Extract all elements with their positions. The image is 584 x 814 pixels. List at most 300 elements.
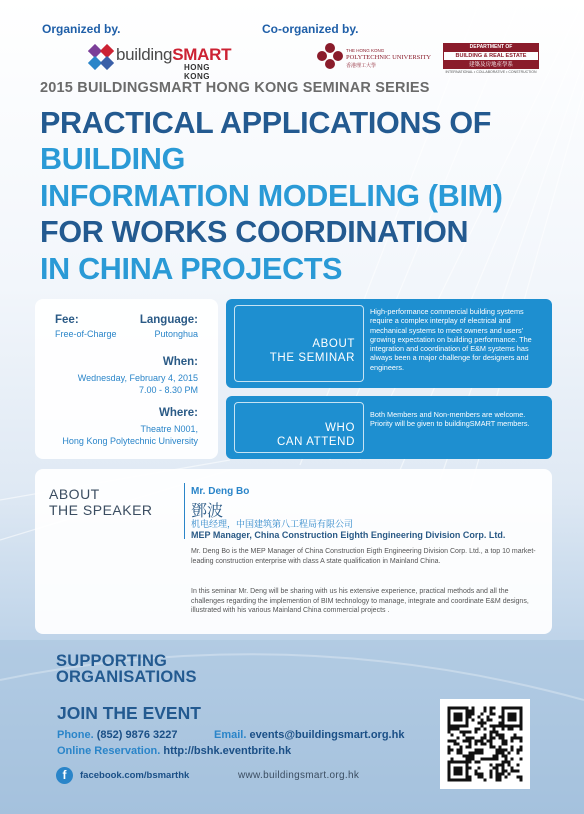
qr-module [487,758,490,761]
qr-module [514,707,517,710]
qr-module [490,737,493,740]
qr-module [466,740,469,743]
qr-module [460,731,463,734]
qr-module [484,743,487,746]
where-place: Hong Kong Polytechnic University [62,436,198,446]
qr-module [499,734,502,737]
qr-module [475,740,478,743]
qr-module [502,749,505,752]
qr-module [478,773,481,776]
qr-module [511,740,514,743]
qr-module [493,755,496,758]
qr-module [490,746,493,749]
qr-module [466,713,469,716]
qr-module [448,779,451,782]
qr-module [520,719,523,722]
qr-module [502,764,505,767]
speaker-role-en: MEP Manager, China Construction Eighth Engineering Division Corp. Ltd. [191,530,506,540]
qr-module [466,716,469,719]
qr-module [496,731,499,734]
qr-module [472,707,475,710]
speaker-seminar-summary: In this seminar Mr. Deng will be sharing with us his extensive experience, practical methods and all the challenges regarding the implemention of BIM technology to manage, integrate and coordinate E&M designs, illustrated with his various Mainland China commercial projects . [191,588,529,614]
qr-module [511,716,514,719]
qr-module [493,713,496,716]
when-label: When: [162,356,198,368]
who-can-attend-head-1: WHO [325,422,355,434]
qr-module [448,716,451,719]
qr-module [490,713,493,716]
qr-module [481,740,484,743]
qr-module [499,752,502,755]
qr-module [499,725,502,728]
qr-module [478,749,481,752]
qr-module [451,728,454,731]
polyu-emblem-icon [316,42,344,70]
qr-module [463,731,466,734]
qr-module [511,770,514,773]
qr-module [448,725,451,728]
bsmart-sub: HONG KONG [184,63,210,81]
qr-module [511,707,514,710]
qr-module [481,725,484,728]
qr-module [460,749,463,752]
qr-module [496,764,499,767]
qr-module [454,761,457,764]
qr-module [475,728,478,731]
qr-module [481,758,484,761]
polyu-line2: POLYTECHNIC UNIVERSITY [346,54,432,61]
polyu-line1: THE HONG KONG [346,48,385,53]
qr-module [520,722,523,725]
qr-module [496,770,499,773]
qr-module [469,752,472,755]
qr-module [493,731,496,734]
qr-module [484,734,487,737]
bsmart-name-a: building [116,45,173,64]
qr-module [481,743,484,746]
qr-module [517,776,520,779]
qr-module [460,719,463,722]
qr-module [493,707,496,710]
qr-module [463,707,466,710]
qr-module [490,776,493,779]
qr-module [517,764,520,767]
qr-module [490,758,493,761]
qr-module [481,722,484,725]
qr-module [466,731,469,734]
qr-code-icon[interactable] [440,699,530,789]
qr-module [508,725,511,728]
phone-label: Phone. [57,729,94,741]
qr-module [520,740,523,743]
qr-module [478,767,481,770]
qr-module [469,713,472,716]
qr-module [520,746,523,749]
qr-module [514,719,517,722]
qr-module [487,719,490,722]
qr-module [454,728,457,731]
qr-module [520,716,523,719]
qr-module [490,734,493,737]
qr-module [448,719,451,722]
qr-module [481,719,484,722]
about-seminar-frame [234,305,364,382]
qr-module [517,770,520,773]
qr-module [493,758,496,761]
online-reservation-link[interactable]: http://bshk.eventbrite.hk [163,745,292,757]
qr-module [469,731,472,734]
qr-module [469,779,472,782]
qr-module [514,734,517,737]
qr-module [520,728,523,731]
qr-module [502,719,505,722]
qr-module [451,725,454,728]
qr-module [478,728,481,731]
qr-module [505,776,508,779]
qr-module [448,746,451,749]
qr-module [454,719,457,722]
about-seminar-text: High-performance commercial building systems require a complex interplay of electrical and mechanical systems to meet owners and users' growing expectation on building performance. The integration and coordination of E&M systems has always been a major challenge for designers and engineers. [370,307,532,372]
qr-module [472,752,475,755]
dept-mid: BUILDING & REAL ESTATE [443,51,539,61]
qr-module [505,755,508,758]
qr-module [502,755,505,758]
qr-module [457,779,460,782]
qr-module [448,722,451,725]
qr-module [487,740,490,743]
qr-module [502,737,505,740]
qr-module [457,761,460,764]
about-speaker-head-2: THE SPEAKER [49,502,153,518]
dept-top: DEPARTMENT OF [443,43,539,51]
qr-module [460,746,463,749]
qr-module [481,773,484,776]
qr-module [451,707,454,710]
qr-module [460,716,463,719]
qr-module [448,752,451,755]
qr-module [505,740,508,743]
qr-module [457,728,460,731]
qr-module [457,707,460,710]
speaker-name-en: Mr. Deng Bo [191,486,250,497]
qr-module [484,728,487,731]
when-date: Wednesday, February 4, 2015 [77,373,198,383]
qr-module [496,755,499,758]
qr-module [484,710,487,713]
qr-module [508,713,511,716]
qr-module [520,737,523,740]
speaker-role-cn: 机电经理，中国建筑第八工程局有限公司 [191,519,354,529]
qr-module [448,770,451,773]
qr-module [457,752,460,755]
qr-module [457,716,460,719]
qr-module [493,767,496,770]
qr-module [484,722,487,725]
where-room: Theatre N001, [140,424,198,434]
qr-module [466,722,469,725]
title-line-1: PRACTICAL APPLICATIONS OF [40,106,492,140]
qr-module [460,725,463,728]
qr-module [502,713,505,716]
facebook-icon[interactable]: f [56,767,73,784]
qr-module [505,725,508,728]
bsmart-name-b: SMART [172,45,232,64]
qr-module [475,770,478,773]
dept-cn: 建築及房地產學系 [443,61,539,69]
qr-module [466,746,469,749]
qr-module [502,728,505,731]
when-time: 7.00 - 8.30 PM [138,385,198,395]
qr-module [448,707,451,710]
phone-number[interactable]: (852) 9876 3227 [96,729,178,741]
qr-module [472,719,475,722]
qr-module [454,716,457,719]
qr-module [454,707,457,710]
qr-module [514,770,517,773]
facebook-link[interactable]: facebook.com/bsmarthk [80,770,190,781]
buildingsmart-logo [88,44,238,81]
qr-module [463,779,466,782]
qr-module [520,749,523,752]
qr-module [499,722,502,725]
qr-module [496,779,499,782]
qr-module [448,761,451,764]
qr-module [487,716,490,719]
qr-module [508,728,511,731]
qr-module [505,749,508,752]
qr-module [490,731,493,734]
email-label: Email. [214,729,247,741]
qr-module [457,725,460,728]
qr-module [517,737,520,740]
qr-module [466,758,469,761]
qr-module [481,737,484,740]
qr-module [451,740,454,743]
qr-module [454,713,457,716]
qr-module [454,767,457,770]
co-organized-by-label: Co-organized by. [262,22,359,36]
website-link[interactable]: www.buildingsmart.org.hk [238,770,360,781]
qr-module [469,755,472,758]
qr-module [511,728,514,731]
qr-module [460,752,463,755]
qr-module [514,716,517,719]
qr-module [481,713,484,716]
qr-module [466,725,469,728]
qr-module [466,761,469,764]
qr-module [475,752,478,755]
qr-module [505,707,508,710]
qr-module [463,761,466,764]
qr-module [508,719,511,722]
title-line-2: BUILDING [40,142,186,176]
qr-module [454,773,457,776]
qr-module [451,749,454,752]
qr-module [508,716,511,719]
qr-module [448,728,451,731]
qr-module [511,767,514,770]
speaker-bio: Mr. Deng Bo is the MEP Manager of China Construction Eigth Engineering Division Corp. Ltd., a top 10 market-leading construction enterprise with class A state qualification in Mainland China. [191,548,536,565]
qr-module [448,776,451,779]
supporting-organisations-heading [56,653,197,685]
qr-module [514,725,517,728]
qr-module [472,755,475,758]
qr-module [511,746,514,749]
qr-module [469,743,472,746]
qr-module [448,740,451,743]
join-event-heading: JOIN THE EVENT [57,703,201,723]
qr-module [457,719,460,722]
qr-module [520,707,523,710]
qr-module [457,743,460,746]
qr-module [517,749,520,752]
email-link[interactable]: events@buildingsmart.org.hk [249,729,405,741]
qr-module [472,713,475,716]
qr-module [520,758,523,761]
who-can-attend-text: Both Members and Non-members are welcome. Priority will be given to buildingSMART members. [370,410,530,429]
language-value: Putonghua [154,329,198,339]
qr-module [505,758,508,761]
qr-module [466,764,469,767]
qr-module [469,716,472,719]
qr-module [460,773,463,776]
bre-department-logo [443,43,539,75]
qr-module [454,740,457,743]
qr-module [490,719,493,722]
qr-module [451,779,454,782]
qr-module [502,734,505,737]
qr-module [520,779,523,782]
qr-module [457,749,460,752]
qr-module [508,764,511,767]
qr-module [502,725,505,728]
qr-module [460,770,463,773]
qr-module [460,767,463,770]
qr-module [448,773,451,776]
qr-module [469,710,472,713]
qr-module [499,779,502,782]
qr-module [520,776,523,779]
about-seminar-box [226,299,552,388]
language-label: Language: [139,314,198,326]
qr-module [466,776,469,779]
phone-contact [57,729,177,741]
qr-module [502,761,505,764]
who-can-attend-head-2: CAN ATTEND [277,436,355,448]
qr-module [502,767,505,770]
qr-module [466,773,469,776]
qr-module [490,764,493,767]
qr-module [463,734,466,737]
who-can-attend-box [226,396,552,459]
fee-value: Free-of-Charge [55,329,117,339]
qr-module [478,740,481,743]
qr-module [448,713,451,716]
qr-module [469,737,472,740]
qr-module [493,728,496,731]
qr-module [520,710,523,713]
title-line-5: IN CHINA PROJECTS [40,252,343,286]
title-line-3: INFORMATION MODELING (BIM) [40,179,503,213]
qr-module [493,737,496,740]
qr-module [481,752,484,755]
qr-module [484,779,487,782]
qr-module [520,713,523,716]
qr-module [505,761,508,764]
qr-module [490,743,493,746]
qr-module [490,707,493,710]
qr-module [499,773,502,776]
qr-module [496,758,499,761]
qr-module [490,710,493,713]
fee-label: Fee: [55,314,79,326]
qr-module [460,761,463,764]
title-line-4: FOR WORKS COORDINATION [40,215,469,249]
buildingsmart-mark-icon [88,44,114,70]
qr-module [502,707,505,710]
qr-module [466,755,469,758]
organized-by-label: Organized by. [42,22,121,36]
qr-module [472,710,475,713]
speaker-divider [184,483,185,539]
qr-module [514,737,517,740]
qr-module [457,737,460,740]
qr-module [508,761,511,764]
about-speaker-head [49,486,153,518]
qr-module [511,719,514,722]
qr-module [496,752,499,755]
qr-module [448,731,451,734]
qr-module [454,779,457,782]
qr-module [466,710,469,713]
qr-module [478,752,481,755]
qr-module [502,743,505,746]
qr-module [493,725,496,728]
qr-module [496,725,499,728]
qr-module [481,776,484,779]
qr-module [478,716,481,719]
qr-module [490,725,493,728]
online-reservation [57,745,291,757]
about-speaker-head-1: ABOUT [49,486,100,502]
seminar-series: 2015 BUILDINGSMART HONG KONG SEMINAR SERIES [40,80,430,96]
qr-module [451,761,454,764]
supporting-line-2: ORGANISATIONS [56,668,197,686]
email-contact [214,729,404,741]
qr-module [490,773,493,776]
qr-module [496,767,499,770]
about-seminar-head-2: THE SEMINAR [269,352,355,364]
polyu-line3: 香港理工大學 [346,63,377,69]
supporting-line-1: SUPPORTING [56,652,168,670]
qr-module [511,758,514,761]
qr-module [508,773,511,776]
qr-module [463,725,466,728]
qr-module [499,749,502,752]
qr-module [475,761,478,764]
polyu-logo [316,42,436,72]
qr-module [502,770,505,773]
qr-module [448,710,451,713]
qr-module [502,716,505,719]
qr-module [475,731,478,734]
qr-module [463,740,466,743]
qr-module [490,770,493,773]
who-can-attend-frame [234,402,364,453]
qr-module [493,746,496,749]
qr-module [478,776,481,779]
qr-module [514,713,517,716]
